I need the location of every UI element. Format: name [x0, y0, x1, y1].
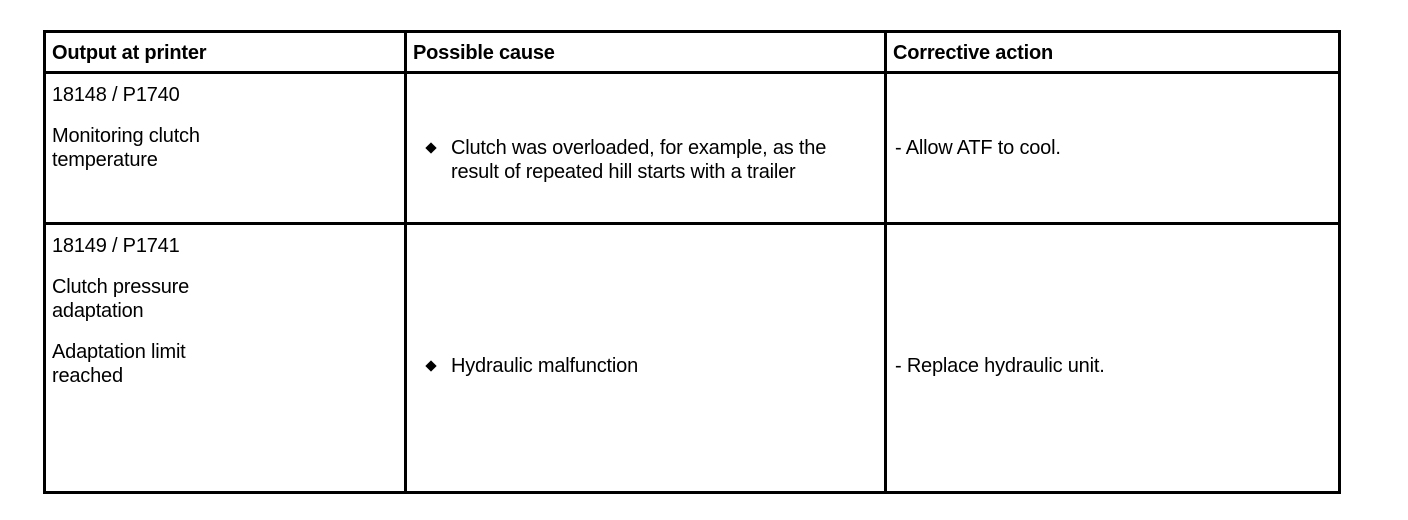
- diagnostic-table: [43, 30, 1341, 494]
- fault-code: 18148 / P1740: [52, 84, 180, 106]
- table-row-2-output: [52, 234, 392, 405]
- table-row-1-output: [52, 83, 392, 189]
- table-row-2-action: - Replace hydraulic unit.: [895, 355, 1105, 377]
- fault-description: Monitoring clutch temperature: [52, 125, 200, 171]
- column-divider: [884, 33, 887, 491]
- fault-detail: Adaptation limit reached: [52, 341, 186, 387]
- table-row-1-action: - Allow ATF to cool.: [895, 137, 1061, 159]
- cause-text: Clutch was overloaded, for example, as the result of repeated hill starts with a trailer: [451, 137, 827, 183]
- header-output-at-printer: Output at printer: [52, 42, 207, 64]
- cause-text: Hydraulic malfunction: [451, 355, 638, 377]
- row-divider: [46, 222, 1338, 225]
- header-corrective-action: Corrective action: [893, 42, 1053, 64]
- bullet-diamond-icon: [425, 360, 436, 371]
- table-row-1-cause: [407, 136, 877, 184]
- row-divider: [46, 71, 1338, 74]
- fault-code: 18149 / P1741: [52, 235, 180, 257]
- bullet-diamond-icon: [425, 142, 436, 153]
- header-possible-cause: Possible cause: [413, 42, 555, 64]
- column-divider: [404, 33, 407, 491]
- table-row-2-cause: [407, 354, 877, 378]
- fault-description: Clutch pressure adaptation: [52, 276, 190, 322]
